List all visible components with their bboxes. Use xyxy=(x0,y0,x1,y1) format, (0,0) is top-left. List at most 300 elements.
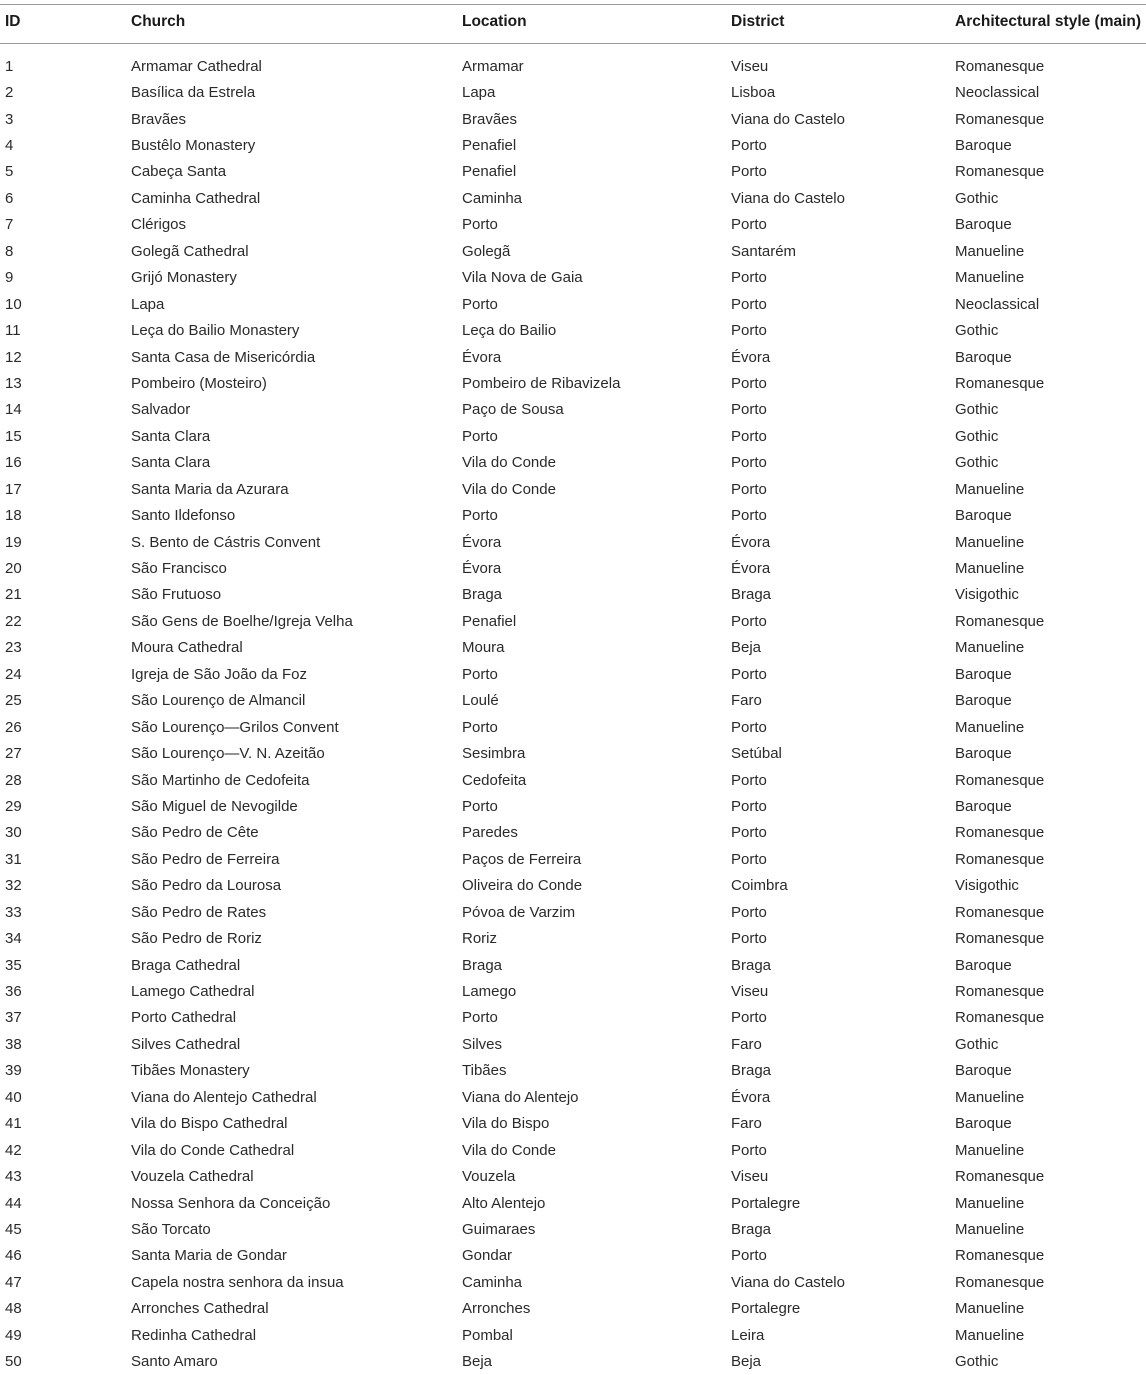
district-cell: Lisboa xyxy=(731,84,776,102)
church-cell: Clérigos xyxy=(131,216,187,234)
table-row xyxy=(0,740,1146,766)
church-cell: Braga Cathedral xyxy=(131,956,241,974)
style-cell: Manueline xyxy=(955,718,1025,736)
id-cell: 3 xyxy=(5,110,14,128)
id-cell: 49 xyxy=(5,1326,22,1344)
style-cell: Gothic xyxy=(955,427,999,445)
location-cell: Caminha xyxy=(462,1273,523,1291)
church-cell: Pombeiro (Mosteiro) xyxy=(131,374,267,392)
id-cell: 9 xyxy=(5,269,14,287)
style-cell: Gothic xyxy=(955,401,999,419)
church-cell: São Martinho de Cedofeita xyxy=(131,771,310,789)
id-cell: 43 xyxy=(5,1168,22,1186)
location-cell: Paredes xyxy=(462,824,518,842)
style-cell: Manueline xyxy=(955,1220,1025,1238)
id-cell: 30 xyxy=(5,824,22,842)
id-cell: 6 xyxy=(5,189,14,207)
id-cell: 1 xyxy=(5,57,14,75)
district-cell: Porto xyxy=(731,665,767,683)
style-cell: Manueline xyxy=(955,1326,1025,1344)
id-cell: 20 xyxy=(5,560,22,578)
district-cell: Porto xyxy=(731,1141,767,1159)
location-cell: Porto xyxy=(462,295,498,313)
style-cell: Baroque xyxy=(955,348,1012,366)
church-cell: São Miguel de Nevogilde xyxy=(131,797,298,815)
church-cell: São Pedro de Cête xyxy=(131,824,259,842)
table-row xyxy=(0,397,1146,423)
table-row xyxy=(0,1216,1146,1242)
style-cell: Romanesque xyxy=(955,612,1045,630)
district-cell: Viseu xyxy=(731,1168,769,1186)
district-cell: Porto xyxy=(731,797,767,815)
id-cell: 4 xyxy=(5,137,14,155)
table-row xyxy=(0,159,1146,185)
district-cell: Santarém xyxy=(731,242,797,260)
district-cell: Porto xyxy=(731,401,767,419)
table-row xyxy=(0,291,1146,317)
church-cell: Porto Cathedral xyxy=(131,1009,237,1027)
id-cell: 8 xyxy=(5,242,14,260)
location-cell: Paço de Sousa xyxy=(462,401,564,419)
style-cell: Manueline xyxy=(955,1300,1025,1318)
church-cell: Nossa Senhora da Conceição xyxy=(131,1194,331,1212)
church-cell: Leça do Bailio Monastery xyxy=(131,322,300,340)
id-cell: 47 xyxy=(5,1273,22,1291)
table-row xyxy=(0,1111,1146,1137)
district-cell: Braga xyxy=(731,1220,772,1238)
style-cell: Romanesque xyxy=(955,824,1045,842)
district-cell: Porto xyxy=(731,718,767,736)
table-row xyxy=(0,423,1146,449)
table-row xyxy=(0,185,1146,211)
table-row xyxy=(0,1084,1146,1110)
table-row xyxy=(0,767,1146,793)
church-cell: Santa Clara xyxy=(131,427,211,445)
id-cell: 17 xyxy=(5,480,22,498)
style-cell: Gothic xyxy=(955,189,999,207)
style-cell: Visigothic xyxy=(955,586,1019,604)
district-cell: Viana do Castelo xyxy=(731,189,845,207)
district-cell: Viana do Castelo xyxy=(731,1273,845,1291)
id-cell: 45 xyxy=(5,1220,22,1238)
id-cell: 10 xyxy=(5,295,22,313)
id-cell: 48 xyxy=(5,1300,22,1318)
style-cell: Manueline xyxy=(955,269,1025,287)
location-cell: Lamego xyxy=(462,983,517,1001)
style-cell: Baroque xyxy=(955,137,1012,155)
style-cell: Neoclassical xyxy=(955,295,1040,313)
church-cell: Santa Casa de Misericórdia xyxy=(131,348,316,366)
location-cell: Pombal xyxy=(462,1326,513,1344)
location-cell: Porto xyxy=(462,665,498,683)
id-cell: 16 xyxy=(5,454,22,472)
church-cell: Caminha Cathedral xyxy=(131,189,261,207)
id-cell: 27 xyxy=(5,745,22,763)
district-cell: Faro xyxy=(731,692,762,710)
table-body xyxy=(0,44,1146,1375)
table-row xyxy=(0,212,1146,238)
church-cell: São Lourenço—V. N. Azeitão xyxy=(131,745,325,763)
location-cell: Tibães xyxy=(462,1062,507,1080)
style-cell: Manueline xyxy=(955,480,1025,498)
id-cell: 46 xyxy=(5,1247,22,1265)
district-cell: Porto xyxy=(731,903,767,921)
location-cell: Beja xyxy=(462,1353,493,1371)
table-row xyxy=(0,608,1146,634)
location-cell: Loulé xyxy=(462,692,499,710)
location-cell: Porto xyxy=(462,797,498,815)
style-cell: Gothic xyxy=(955,454,999,472)
church-cell: Santa Clara xyxy=(131,454,211,472)
style-cell: Gothic xyxy=(955,1353,999,1371)
id-cell: 15 xyxy=(5,427,22,445)
style-cell: Manueline xyxy=(955,1194,1025,1212)
style-cell: Gothic xyxy=(955,1035,999,1053)
style-cell: Manueline xyxy=(955,242,1025,260)
church-cell: S. Bento de Cástris Convent xyxy=(131,533,321,551)
table-row xyxy=(0,1190,1146,1216)
table-row xyxy=(0,873,1146,899)
church-cell: Arronches Cathedral xyxy=(131,1300,269,1318)
district-cell: Portalegre xyxy=(731,1194,801,1212)
id-cell: 22 xyxy=(5,612,22,630)
district-cell: Porto xyxy=(731,427,767,445)
location-cell: Vila do Conde xyxy=(462,480,556,498)
location-cell: Porto xyxy=(462,1009,498,1027)
church-cell: São Gens de Boelhe/Igreja Velha xyxy=(131,612,353,630)
table-row xyxy=(0,106,1146,132)
style-cell: Baroque xyxy=(955,1062,1012,1080)
style-cell: Neoclassical xyxy=(955,84,1040,102)
church-cell: Silves Cathedral xyxy=(131,1035,241,1053)
church-cell: São Pedro da Lourosa xyxy=(131,877,282,895)
style-cell: Gothic xyxy=(955,322,999,340)
location-cell: Porto xyxy=(462,507,498,525)
church-cell: Santa Maria da Azurara xyxy=(131,480,289,498)
district-cell: Porto xyxy=(731,216,767,234)
style-cell: Manueline xyxy=(955,533,1025,551)
table-header xyxy=(0,0,1146,44)
table-row xyxy=(0,925,1146,951)
district-cell: Porto xyxy=(731,322,767,340)
id-cell: 13 xyxy=(5,374,22,392)
table-row xyxy=(0,529,1146,555)
location-cell: Porto xyxy=(462,216,498,234)
style-cell: Manueline xyxy=(955,1141,1025,1159)
church-cell: São Torcato xyxy=(131,1220,211,1238)
church-cell: Viana do Alentejo Cathedral xyxy=(131,1088,317,1106)
church-cell: Santo Amaro xyxy=(131,1353,218,1371)
style-cell: Romanesque xyxy=(955,1009,1045,1027)
location-cell: Braga xyxy=(462,586,503,604)
church-cell: Armamar Cathedral xyxy=(131,57,262,75)
church-cell: Salvador xyxy=(131,401,191,419)
style-cell: Baroque xyxy=(955,665,1012,683)
church-cell: Redinha Cathedral xyxy=(131,1326,257,1344)
id-cell: 18 xyxy=(5,507,22,525)
location-cell: Oliveira do Conde xyxy=(462,877,583,895)
church-cell: Vila do Bispo Cathedral xyxy=(131,1115,288,1133)
location-cell: Porto xyxy=(462,718,498,736)
table-row xyxy=(0,1269,1146,1295)
church-cell: São Lourenço—Grilos Convent xyxy=(131,718,339,736)
style-cell: Baroque xyxy=(955,692,1012,710)
district-cell: Porto xyxy=(731,850,767,868)
district-cell: Porto xyxy=(731,295,767,313)
church-cell: Cabeça Santa xyxy=(131,163,227,181)
id-cell: 29 xyxy=(5,797,22,815)
table-row xyxy=(0,476,1146,502)
table-row xyxy=(0,1348,1146,1374)
district-cell: Évora xyxy=(731,348,771,366)
district-cell: Porto xyxy=(731,137,767,155)
location-cell: Braga xyxy=(462,956,503,974)
id-cell: 31 xyxy=(5,850,22,868)
church-cell: São Pedro de Rates xyxy=(131,903,267,921)
column-header-district: District xyxy=(731,13,785,30)
column-header-architectural-style: Architectural style (main) xyxy=(955,13,1142,30)
id-cell: 12 xyxy=(5,348,22,366)
location-cell: Guimaraes xyxy=(462,1220,536,1238)
church-cell: São Lourenço de Almancil xyxy=(131,692,306,710)
location-cell: Gondar xyxy=(462,1247,513,1265)
id-cell: 14 xyxy=(5,401,22,419)
style-cell: Romanesque xyxy=(955,903,1045,921)
location-cell: Penafiel xyxy=(462,612,517,630)
district-cell: Évora xyxy=(731,1088,771,1106)
district-cell: Porto xyxy=(731,1247,767,1265)
church-cell: Vila do Conde Cathedral xyxy=(131,1141,295,1159)
table-row xyxy=(0,899,1146,925)
table-spacer-row xyxy=(0,44,1146,53)
style-cell: Baroque xyxy=(955,507,1012,525)
table-row xyxy=(0,714,1146,740)
id-cell: 40 xyxy=(5,1088,22,1106)
church-cell: Igreja de São João da Foz xyxy=(131,665,307,683)
location-cell: Golegã xyxy=(462,242,511,260)
table-row xyxy=(0,793,1146,819)
id-cell: 24 xyxy=(5,665,22,683)
table-row xyxy=(0,952,1146,978)
table-row xyxy=(0,53,1146,79)
church-cell: Golegã Cathedral xyxy=(131,242,249,260)
table-row xyxy=(0,1031,1146,1057)
church-cell: Vouzela Cathedral xyxy=(131,1168,254,1186)
style-cell: Romanesque xyxy=(955,983,1045,1001)
id-cell: 32 xyxy=(5,877,22,895)
style-cell: Baroque xyxy=(955,745,1012,763)
district-cell: Leira xyxy=(731,1326,765,1344)
id-cell: 35 xyxy=(5,956,22,974)
location-cell: Évora xyxy=(462,348,502,366)
style-cell: Manueline xyxy=(955,560,1025,578)
id-cell: 42 xyxy=(5,1141,22,1159)
district-cell: Braga xyxy=(731,586,772,604)
id-cell: 5 xyxy=(5,163,14,181)
table-row xyxy=(0,238,1146,264)
church-cell: Lamego Cathedral xyxy=(131,983,255,1001)
church-cell: Santo Ildefonso xyxy=(131,507,236,525)
style-cell: Romanesque xyxy=(955,110,1045,128)
table-row xyxy=(0,1005,1146,1031)
district-cell: Porto xyxy=(731,771,767,789)
location-cell: Pombeiro de Ribavizela xyxy=(462,374,621,392)
church-cell: Lapa xyxy=(131,295,165,313)
district-cell: Beja xyxy=(731,1353,762,1371)
table-row xyxy=(0,265,1146,291)
table-row xyxy=(0,1243,1146,1269)
id-cell: 33 xyxy=(5,903,22,921)
location-cell: Penafiel xyxy=(462,163,517,181)
district-cell: Coimbra xyxy=(731,877,788,895)
district-cell: Porto xyxy=(731,163,767,181)
district-cell: Porto xyxy=(731,269,767,287)
location-cell: Alto Alentejo xyxy=(462,1194,546,1212)
style-cell: Manueline xyxy=(955,639,1025,657)
church-cell: Grijó Monastery xyxy=(131,269,237,287)
church-cell: Capela nostra senhora da insua xyxy=(131,1273,344,1291)
table-row xyxy=(0,1322,1146,1348)
style-cell: Baroque xyxy=(955,956,1012,974)
church-cell: Tibães Monastery xyxy=(131,1062,250,1080)
district-cell: Porto xyxy=(731,824,767,842)
district-cell: Faro xyxy=(731,1035,762,1053)
location-cell: Bravães xyxy=(462,110,518,128)
location-cell: Vila do Conde xyxy=(462,1141,556,1159)
id-cell: 39 xyxy=(5,1062,22,1080)
church-cell: Bustêlo Monastery xyxy=(131,137,256,155)
location-cell: Leça do Bailio xyxy=(462,322,557,340)
id-cell: 26 xyxy=(5,718,22,736)
church-cell: Santa Maria de Gondar xyxy=(131,1247,287,1265)
location-cell: Évora xyxy=(462,560,502,578)
church-cell: Basílica da Estrela xyxy=(131,84,256,102)
table-row xyxy=(0,688,1146,714)
table-row xyxy=(0,79,1146,105)
table-row xyxy=(0,661,1146,687)
id-cell: 11 xyxy=(5,322,21,340)
location-cell: Armamar xyxy=(462,57,524,75)
id-cell: 44 xyxy=(5,1194,22,1212)
church-cell: São Pedro de Ferreira xyxy=(131,850,280,868)
church-cell: Moura Cathedral xyxy=(131,639,243,657)
location-cell: Cedofeita xyxy=(462,771,527,789)
district-cell: Porto xyxy=(731,374,767,392)
style-cell: Romanesque xyxy=(955,1247,1045,1265)
table-row xyxy=(0,978,1146,1004)
location-cell: Viana do Alentejo xyxy=(462,1088,579,1106)
table-row xyxy=(0,1296,1146,1322)
district-cell: Viseu xyxy=(731,57,769,75)
table-row xyxy=(0,582,1146,608)
table-row xyxy=(0,344,1146,370)
id-cell: 25 xyxy=(5,692,22,710)
district-cell: Évora xyxy=(731,533,771,551)
location-cell: Arronches xyxy=(462,1300,531,1318)
table-row xyxy=(0,846,1146,872)
district-cell: Portalegre xyxy=(731,1300,801,1318)
location-cell: Vila Nova de Gaia xyxy=(462,269,583,287)
id-cell: 50 xyxy=(5,1353,22,1371)
district-cell: Porto xyxy=(731,612,767,630)
style-cell: Romanesque xyxy=(955,57,1045,75)
style-cell: Romanesque xyxy=(955,930,1045,948)
table-row xyxy=(0,1058,1146,1084)
district-cell: Porto xyxy=(731,454,767,472)
location-cell: Sesimbra xyxy=(462,745,526,763)
style-cell: Romanesque xyxy=(955,771,1045,789)
location-cell: Penafiel xyxy=(462,137,517,155)
district-cell: Setúbal xyxy=(731,745,782,763)
table-row xyxy=(0,132,1146,158)
id-cell: 19 xyxy=(5,533,22,551)
location-cell: Silves xyxy=(462,1035,503,1053)
id-cell: 41 xyxy=(5,1115,22,1133)
district-cell: Évora xyxy=(731,560,771,578)
church-cell: São Pedro de Roriz xyxy=(131,930,262,948)
column-header-id: ID xyxy=(5,13,21,30)
id-cell: 34 xyxy=(5,930,22,948)
column-header-church: Church xyxy=(131,13,186,30)
table-row xyxy=(0,820,1146,846)
style-cell: Baroque xyxy=(955,1115,1012,1133)
column-header-location: Location xyxy=(462,13,527,30)
table-row xyxy=(0,370,1146,396)
district-cell: Viana do Castelo xyxy=(731,110,845,128)
id-cell: 38 xyxy=(5,1035,22,1053)
id-cell: 23 xyxy=(5,639,22,657)
table-row xyxy=(0,1137,1146,1163)
style-cell: Romanesque xyxy=(955,374,1045,392)
style-cell: Baroque xyxy=(955,216,1012,234)
location-cell: Paços de Ferreira xyxy=(462,850,582,868)
style-cell: Visigothic xyxy=(955,877,1019,895)
id-cell: 36 xyxy=(5,983,22,1001)
style-cell: Romanesque xyxy=(955,1273,1045,1291)
location-cell: Porto xyxy=(462,427,498,445)
id-cell: 7 xyxy=(5,216,14,234)
district-cell: Porto xyxy=(731,930,767,948)
church-cell: Bravães xyxy=(131,110,187,128)
style-cell: Manueline xyxy=(955,1088,1025,1106)
district-cell: Braga xyxy=(731,1062,772,1080)
table-row xyxy=(0,317,1146,343)
district-cell: Beja xyxy=(731,639,762,657)
district-cell: Porto xyxy=(731,507,767,525)
location-cell: Vouzela xyxy=(462,1168,516,1186)
church-cell: São Francisco xyxy=(131,560,227,578)
header-row xyxy=(0,0,1146,44)
district-cell: Faro xyxy=(731,1115,762,1133)
location-cell: Vila do Conde xyxy=(462,454,556,472)
district-cell: Viseu xyxy=(731,983,769,1001)
table-row xyxy=(0,450,1146,476)
table-row xyxy=(0,502,1146,528)
id-cell: 37 xyxy=(5,1009,22,1027)
style-cell: Romanesque xyxy=(955,163,1045,181)
location-cell: Póvoa de Varzim xyxy=(462,903,576,921)
table-row xyxy=(0,635,1146,661)
style-cell: Baroque xyxy=(955,797,1012,815)
district-cell: Braga xyxy=(731,956,772,974)
id-cell: 21 xyxy=(5,586,22,604)
district-cell: Porto xyxy=(731,480,767,498)
table-row xyxy=(0,1163,1146,1189)
style-cell: Romanesque xyxy=(955,850,1045,868)
id-cell: 2 xyxy=(5,84,14,102)
location-cell: Roriz xyxy=(462,930,498,948)
church-cell: São Frutuoso xyxy=(131,586,222,604)
